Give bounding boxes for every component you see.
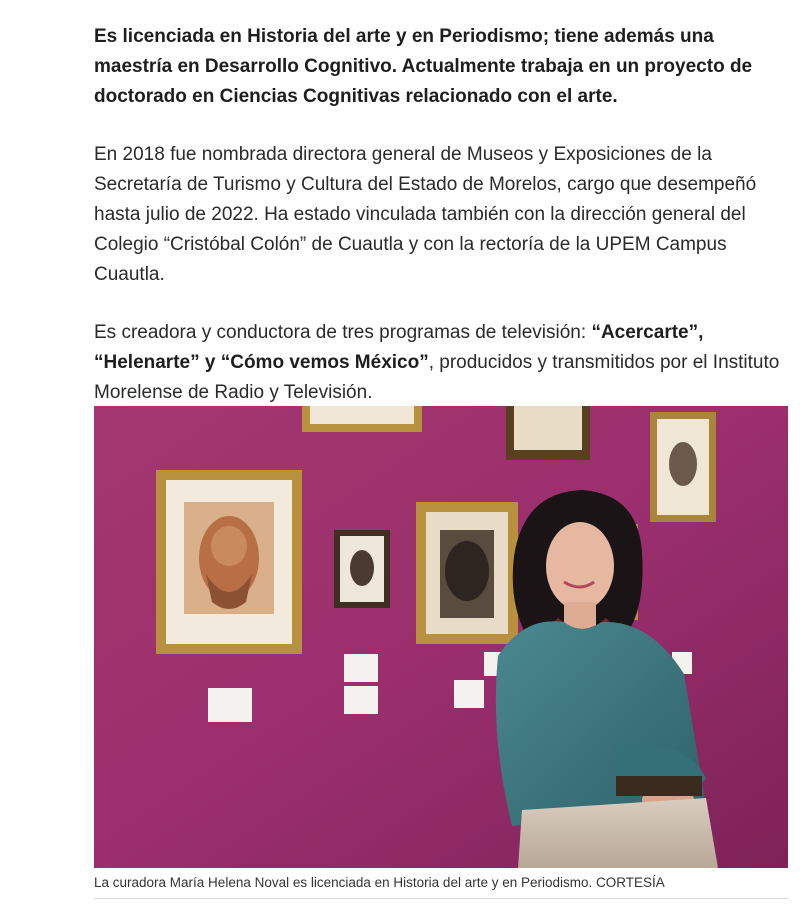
- tv-intro-text: Es creadora y conductora de tres programas de televisión:: [94, 322, 592, 343]
- paragraph-career: En 2018 fue nombrada directora general de Museos y Exposiciones de la Secretaría de Turismo y Cultura del Estado de Morelos, cargo que desempeñó hasta julio de 2022. Ha estado vinculada también con la dirección general del Colegio “Cristóbal Colón” de Cuautla y con la rectoría de la UPEM Campus Cuautla.: [94, 144, 757, 285]
- article-figure: [94, 406, 788, 892]
- figure-divider: [94, 898, 788, 899]
- photo-caption: La curadora María Helena Noval es licenciada en Historia del arte y en Periodismo. CORTESÍA: [94, 875, 665, 890]
- tv-programs-names: “Acercarte”, “Helenarte” y “Cómo vemos México”: [94, 322, 704, 373]
- article-body: [94, 22, 788, 408]
- paragraph-tv-programs: [94, 318, 788, 408]
- lead-paragraph: Es licenciada en Historia del arte y en Periodismo; tiene además una maestría en Desarrollo Cognitivo. Actualmente trabaja en un proyecto de doctorado en Ciencias Cognitivas relacionado con el arte.: [94, 26, 753, 107]
- gallery-photo: [94, 406, 788, 868]
- tv-outro-text: , producidos y transmitidos por el Instituto Morelense de Radio y Televisión.: [94, 352, 780, 403]
